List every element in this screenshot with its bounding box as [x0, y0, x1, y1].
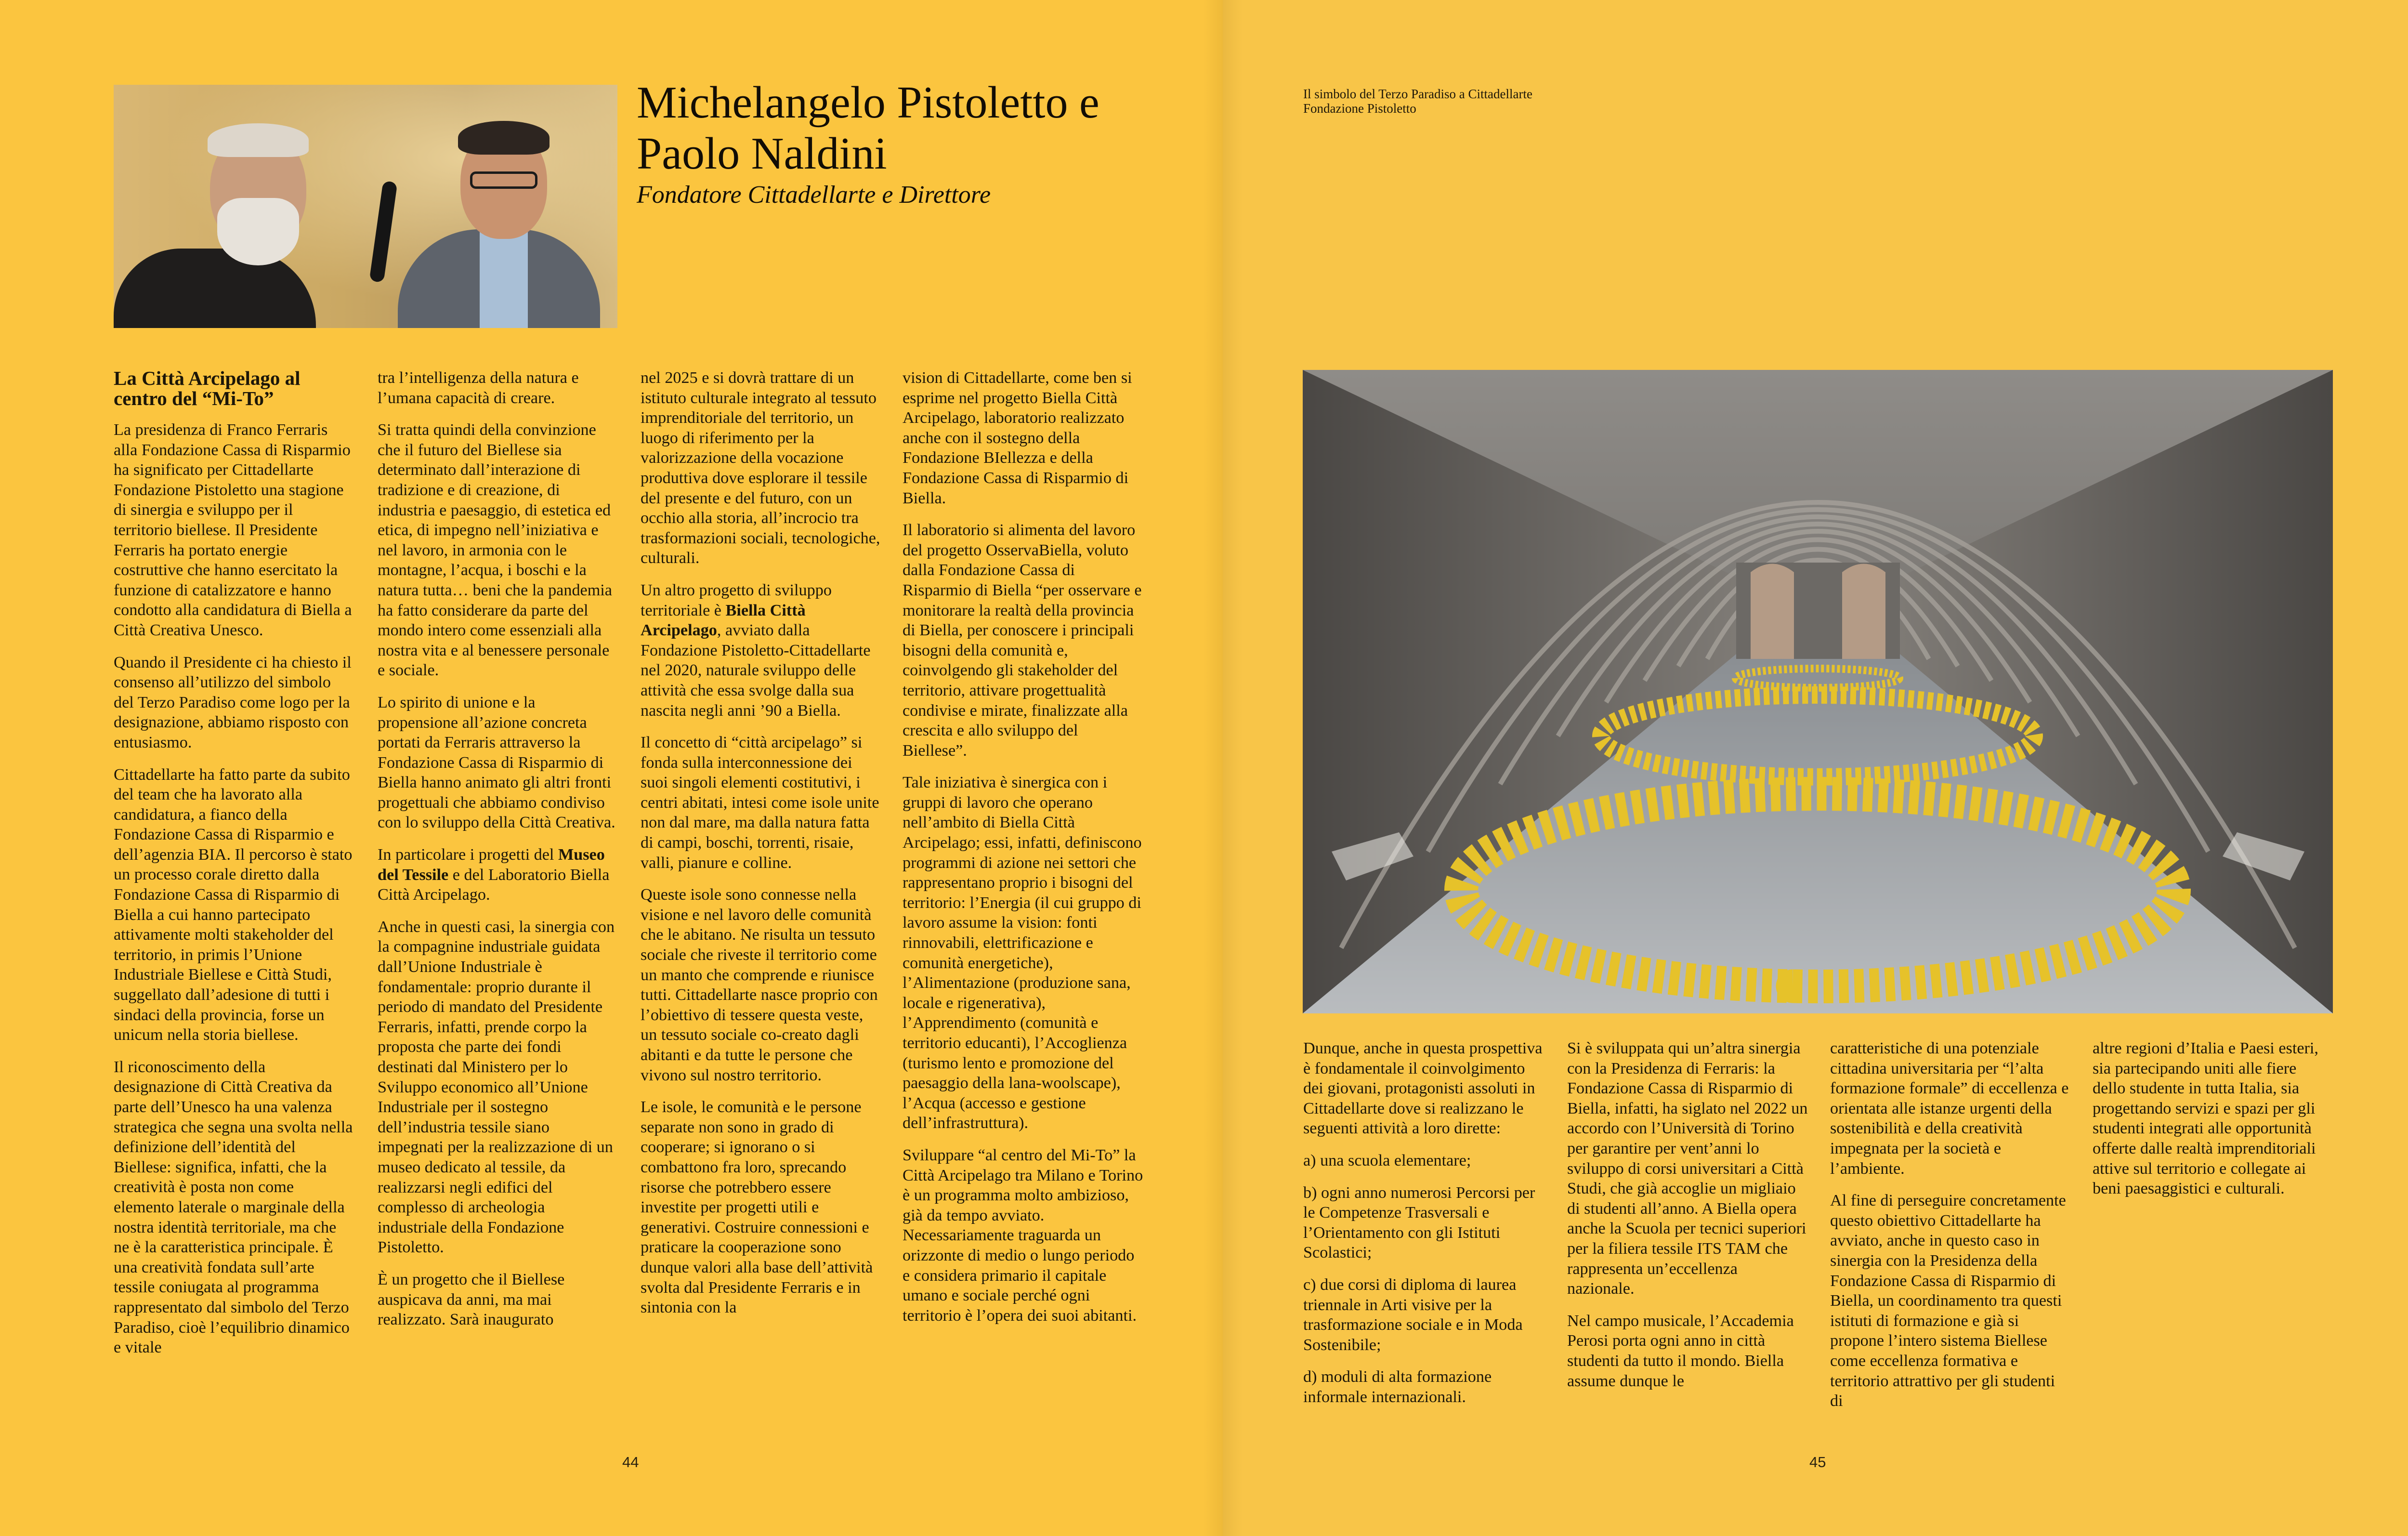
text-column-1 [114, 368, 354, 1370]
paragraph: Il laboratorio si alimenta del lavoro del progetto OsservaBiella, voluto dalla Fondazione Cassa di Risparmio di Biella “per osservare e monitorare la realtà della provincia di Biella, per conoscere i principali bisogni della comunità e, coinvolgendo gli stakeholder del territorio, attivare progettualità condivise e mirate, finalizzate alla crescita e allo sviluppo del Biellese”. [903, 521, 1142, 760]
paragraph: Al fine di perseguire concretamente questo obiettivo Cittadellarte ha avviato, anche in questo caso in sinergia con la Presidenza della Fondazione Cassa di Risparmio di Biella, un coordinamento tra questi istituti di formazione e già si propone l’intero sistema Biellese come eccellenza formativa e territorio attrattivo per gli studenti di [1830, 1192, 2066, 1410]
paragraph: tra l’intelligenza della natura e l’umana capacità di creare. [378, 369, 579, 407]
list-item: d) moduli di alta formazione informale internazionali. [1303, 1368, 1492, 1406]
paragraph: altre regioni d’Italia e Paesi esteri, sia partecipando uniti alle fiere dello studente in tutta Italia, sia progettando servizi e spazi per gli studenti integrati alle opportunità offerte dalle realtà imprenditoriali attive sul territorio e collegate ai beni paesaggistici e culturali. [2093, 1039, 2318, 1198]
paragraph: caratteristiche di una potenziale cittadina universitaria per “l’alta formazione formale” di eccellenza e orientata alle istanze urgenti della sostenibilità e della creatività impegnata per la società e l’ambiente. [1830, 1039, 2069, 1178]
window-icon [1842, 564, 1885, 659]
paragraph: Le isole, le comunità e le persone separate non sono in grado di cooperare; si ignorano o si combattono fra loro, sprecando risorse che potrebbero essere investite per progetti utili e generativi. Costruire connessioni e praticare la cooperazione sono dunque valori alla base dell’attività svolta dal Presidente Ferraris e in sintonia con la [641, 1098, 873, 1317]
portrait-photo [114, 85, 617, 328]
text-span: , avviato dalla Fondazione Pistoletto-Cittadellarte nel 2020, naturale sviluppo delle attività che essa svolge dalla sua nascita negli anni ’90 a Biella. [641, 621, 871, 720]
man1-hair [208, 123, 309, 157]
text-column-8 [2093, 1038, 2333, 1211]
caption-line-1: Il simbolo del Terzo Paradiso a Cittadellarte [1303, 87, 1532, 101]
glasses-icon [470, 171, 537, 189]
paragraph: Tale iniziativa è sinergica con i gruppi di lavoro che operano nell’ambito di Biella Città Arcipelago; essi, infatti, definiscono programmi di azione nei settori che rappresentano proprio i bisogni del territorio: l’Energia (il cui gruppo di lavoro assume la vision: fonti rinnovabili, elettrificazione e comunità energetiche), l’Alimentazione (produzione sana, locale e rigenerativa), l’Apprendimento (comunità e territorio educanti), l’Accoglienza (turismo lento e promozione del paesaggio della lana-woolscape), l’Acqua (accesso e gestione dell’infrastruttura). [903, 774, 1142, 1132]
window-icon [1751, 564, 1794, 659]
paragraph: È un progetto che il Biellese auspicava da anni, ma mai realizzato. Sarà inaugurato [378, 1270, 565, 1329]
paragraph: Il riconoscimento della designazione di Città Creativa da parte dell’Unesco ha una valenza strategica che segna una svolta nella definizione dell’identità del Biellese: significa, infatti, che la creatività è posta non come elemento laterale o marginale della nostra identità territoriale, ma che ne è la caratteristica principale. È una creatività fondata sull’arte tessile coniugata al programma rappresentato dal simbolo del Terzo Paradiso, cioè l’equilibrio dinamico e vitale [114, 1058, 353, 1357]
text-column-4 [903, 368, 1143, 1338]
man2-shirt [480, 229, 528, 328]
bold-project-name: Museo del Tessile [378, 846, 605, 884]
man1-beard [217, 198, 299, 265]
paragraph: La presidenza di Franco Ferraris alla Fondazione Cassa di Risparmio ha significato per Cittadellarte Fondazione Pistoletto una stagione di sinergia e sviluppo per il territorio biellese. Il Presidente Ferraris ha portato energie costruttive che hanno esercitato la funzione di catalizzatore e hanno condotto alla candidatura di Biella a Città Creativa Unesco. [114, 421, 352, 639]
hall-photo [1303, 370, 2333, 1013]
paragraph: Anche in questi casi, la sinergia con la compagnine industriale guidata dall’Unione Industriale è fondamentale: proprio durante il periodo di mandato del Presidente Ferraris, infatti, prende corpo la proposta che parte dei fondi destinati dal Ministero per lo Sviluppo economico all’Unione Industriale per il sostegno dell’industria tessile siano impegnati per la realizzazione di un museo dedicato al tessile, da realizzarsi negli edifici del complesso di archeologia industriale della Fondazione Pistoletto. [378, 918, 615, 1257]
text-column-2 [378, 368, 618, 1342]
paragraph: nel 2025 e si dovrà trattare di un istituto culturale integrato al tessuto imprenditoriale del territorio, un luogo di riferimento per la valorizzazione della vocazione produttiva dove esplorare il tessile del presente e del futuro, con un occhio alla storia, all’incrocio tra trasformazioni sociali, tecnologiche, culturali. [641, 369, 880, 567]
paragraph: Quando il Presidente ci ha chiesto il consenso all’utilizzo del simbolo del Terzo Paradiso come logo per la designazione, abbiamo risposto con entusiasmo. [114, 653, 352, 751]
paragraph: Lo spirito di unione e la propensione all’azione concreta portati da Ferraris attraverso la Fondazione Cassa di Risparmio di Biella hanno animato gli altri fronti progettuali che abbiamo condiviso con lo sviluppo della Città Creativa. [378, 693, 615, 832]
paragraph [641, 580, 881, 721]
paragraph: Cittadellarte ha fatto parte da subito del team che ha lavorato alla candidatura, a fianco della Fondazione Cassa di Risparmio e dell’agenzia BIA. Il percorso è stato un processo corale diretto dalla Fondazione Cassa di Risparmio di Biella a cui hanno partecipato attivamente molti stakeholder del territorio, in primis l’Unione Industriale Biellese e Città Studi, suggellato dall’adesione di tutti i sindaci della provincia, forse un unicum nella storia biellese. [114, 765, 353, 1044]
text-column-5 [1303, 1038, 1544, 1419]
paragraph: vision di Cittadellarte, come ben si esprime nel progetto Biella Città Arcipelago, laboratorio realizzato anche con il sostegno della Fondazione BIellezza e della Fondazione Cassa di Risparmio di Biella. [903, 369, 1132, 507]
text-span: e del Laboratorio Biella Città Arcipelago. [378, 866, 610, 904]
paragraph: Si è sviluppata qui un’altra sinergia con la Presidenza di Ferraris: la Fondazione Cassa di Risparmio di Biella, infatti, ha siglato nel 2022 un accordo con l’Università di Torino per garantire per vent’anni lo sviluppo di corsi universitari a Città Studi, che già accoglie un migliaio di studenti all’anno. A Biella opera anche la Scuola per tecnici superiori per la filiera tessile ITS TAM che rappresenta un’eccellenza nazionale. [1567, 1039, 1808, 1298]
paragraph: Il concetto di “città arcipelago” si fonda sulla interconnessione dei suoi singoli elementi costitutivi, i centri abitati, intesi come isole unite non dal mare, ma dalla natura fatta di campi, boschi, torrenti, risaie, valli, pianure e colline. [641, 734, 879, 872]
list-item: c) due corsi di diploma di laurea triennale in Arti visive per la trasformazione sociale e in Moda Sostenibile; [1303, 1275, 1523, 1354]
paragraph [378, 845, 618, 905]
text-column-6 [1567, 1038, 1808, 1403]
paragraph: Sviluppare “al centro del Mi-To” la Città Arcipelago tra Milano e Torino è un programma molto ambizioso, già da tempo avviato. Necessariamente traguarda un orizzonte di medio o lungo periodo e considera primario il capitale umano e sociale perché ogni territorio è l’opera dei suoi abitanti. [903, 1146, 1143, 1325]
image-caption [1303, 87, 1532, 116]
list-item: b) ogni anno numerosi Percorsi per le Competenze Trasversali e l’Orientamento con gli Istituti Scolastici; [1303, 1183, 1535, 1262]
text-column-3 [641, 368, 881, 1330]
paragraph: Nel campo musicale, l’Accademia Perosi porta ogni anno in città studenti da tutto il mondo. Biella assume dunque le [1567, 1312, 1794, 1390]
list-item: a) una scuola elementare; [1303, 1151, 1471, 1169]
page-number-left: 44 [622, 1454, 639, 1470]
page-number-right: 45 [1809, 1454, 1826, 1470]
arched-hall-illustration [1303, 370, 2333, 1013]
spine-gutter [1204, 0, 1243, 1536]
caption-line-2: Fondazione Pistoletto [1303, 101, 1416, 116]
man2-hair [458, 121, 550, 155]
text-column-7 [1830, 1038, 2071, 1423]
title-line-1: Michelangelo Pistoletto e [637, 78, 1099, 128]
paragraph: Si tratta quindi della convinzione che il futuro del Biellese sia determinato dall’interazione di tradizione e di creazione, di industria e paesaggio, di estetica ed etica, di impegno nell’iniziativa e nel lavoro, in armonia con le montagne, l’acqua, i boschi e la natura tutta… beni che la pandemia ha fatto considerare da parte del mondo intero come essenziali alla nostra vita e al benessere personale e sociale. [378, 421, 612, 680]
text-span: Un altro progetto di sviluppo territoriale è [641, 581, 832, 619]
paragraph: Dunque, anche in questa prospettiva è fondamentale il coinvolgimento dei giovani, protagonisti assoluti in Cittadellarte dove si realizzano le seguenti attività a loro dirette: [1303, 1039, 1543, 1138]
article-title [637, 77, 1191, 179]
title-line-2: Paolo Naldini [637, 129, 887, 179]
section-heading: La Città Arcipelago al centro del “Mi-To” [114, 367, 301, 409]
article-subtitle: Fondatore Cittadellarte e Direttore [637, 181, 991, 209]
bold-project-name: Biella Città Arcipelago [641, 601, 806, 640]
paragraph: Queste isole sono connesse nella visione e nel lavoro delle comunità che le abitano. Ne risulta un tessuto sociale che riveste il territorio come un manto che comprende e riunisce tutti. Cittadellarte nasce proprio con l’obiettivo di tessere questa veste, un tessuto sociale co-creato dagli abitanti e da tutte le persone che vivono sul nostro territorio. [641, 886, 878, 1084]
text-span: In particolare i progetti del [378, 846, 558, 864]
